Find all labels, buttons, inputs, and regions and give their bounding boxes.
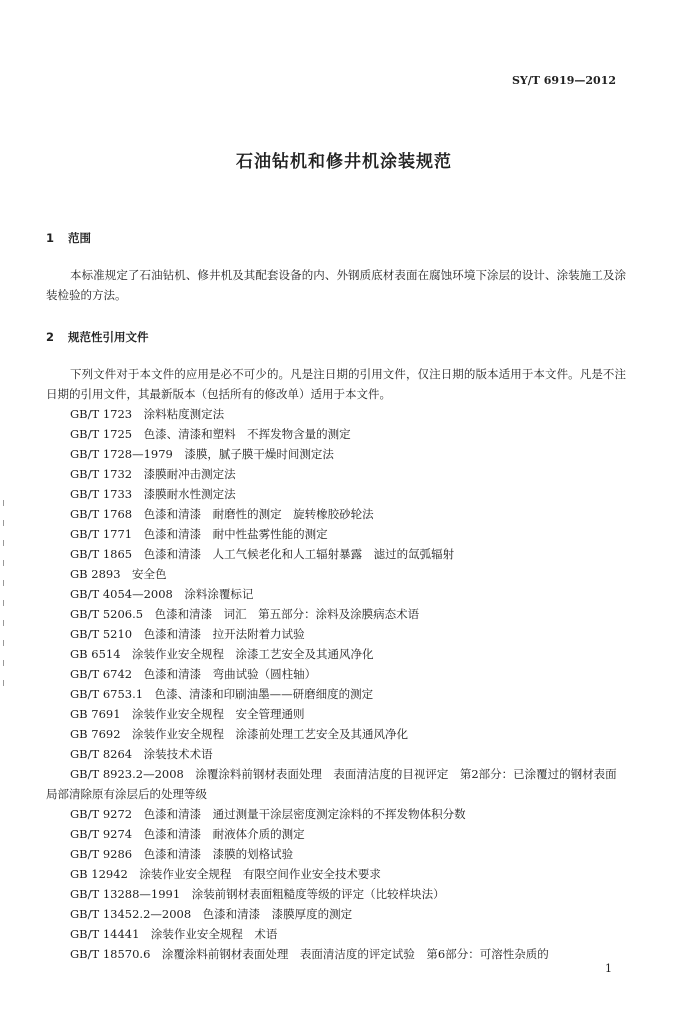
reference-item: GB/T 18570.6 涂覆涂料前钢材表面处理 表面清洁度的评定试验 第6部分：可溶性杂质的 [70,947,549,961]
section-heading-normative-references [46,329,149,345]
reference-item: GB/T 14441 涂装作业安全规程 术语 [70,927,278,941]
page-number: 1 [605,962,612,975]
reference-item: GB/T 13288—1991 涂装前钢材表面粗糙度等级的评定（比较样块法） [70,887,445,901]
reference-item: GB/T 1728—1979 漆膜，腻子膜干燥时间测定法 [70,447,334,461]
reference-item: GB/T 1723 涂料粘度测定法 [70,407,225,421]
reference-item: GB/T 9272 色漆和清漆 通过测量干涂层密度测定涂料的不挥发物体积分数 [70,807,466,821]
normative-references-paragraph: 下列文件对于本文件的应用是必不可少的。凡是注日期的引用文件，仅注日期的版本适用于本文件。凡是不注日期的引用文件，其最新版本（包括所有的修改单）适用于本文件。 [46,367,626,401]
section-number: 2 [46,330,55,344]
reference-item: GB/T 9274 色漆和清漆 耐液体介质的测定 [70,827,305,841]
scan-margin-marks [3,500,5,700]
reference-item: GB/T 5206.5 色漆和清漆 词汇 第五部分：涂料及涂膜病态术语 [70,607,420,621]
reference-item: GB/T 1732 漆膜耐冲击测定法 [70,467,236,481]
section-title: 范围 [68,231,91,245]
reference-item: GB/T 9286 色漆和清漆 漆膜的划格试验 [70,847,294,861]
reference-item: GB/T 6742 色漆和清漆 弯曲试验（圆柱轴） [70,667,317,681]
reference-item: GB 7691 涂装作业安全规程 安全管理通则 [70,707,305,721]
reference-item: GB/T 13452.2—2008 色漆和清漆 漆膜厚度的测定 [70,907,353,921]
reference-item: GB/T 4054—2008 涂料涂覆标记 [70,587,254,601]
reference-item: GB/T 8264 涂装技术术语 [70,747,213,761]
document-title: 石油钻机和修井机涂装规范 [236,152,452,172]
section-heading-scope [46,230,91,246]
reference-item: GB/T 6753.1 色漆、清漆和印刷油墨——研磨细度的测定 [70,687,374,701]
reference-item: GB/T 1768 色漆和清漆 耐磨性的测定 旋转橡胶砂轮法 [70,507,374,521]
section-number: 1 [46,231,55,245]
reference-item: GB 6514 涂装作业安全规程 涂漆工艺安全及其通风净化 [70,647,374,661]
standard-code-header: SY/T 6919—2012 [511,74,616,87]
section-title: 规范性引用文件 [68,330,149,344]
reference-item: GB/T 1733 漆膜耐水性测定法 [70,487,236,501]
reference-item: GB 12942 涂装作业安全规程 有限空间作业安全技术要求 [70,867,381,881]
scope-paragraph: 本标准规定了石油钻机、修井机及其配套设备的内、外钢质底材表面在腐蚀环境下涂层的设计、涂装施工及涂装检验的方法。 [46,268,626,302]
reference-item: GB/T 1725 色漆、清漆和塑料 不挥发物含量的测定 [70,427,351,441]
reference-item: GB/T 1771 色漆和清漆 耐中性盐雾性能的测定 [70,527,328,541]
reference-item: GB/T 1865 色漆和清漆 人工气候老化和人工辐射暴露 滤过的氙弧辐射 [70,547,455,561]
reference-item: GB/T 8923.2—2008 涂覆涂料前钢材表面处理 表面清洁度的目视评定 第2部分：已涂覆过的钢材表面局部清除原有涂层后的处理等级 [46,767,617,801]
reference-item: GB/T 5210 色漆和清漆 拉开法附着力试验 [70,627,305,641]
reference-item: GB 7692 涂装作业安全规程 涂漆前处理工艺安全及其通风净化 [70,727,409,741]
reference-item: GB 2893 安全色 [70,567,167,581]
